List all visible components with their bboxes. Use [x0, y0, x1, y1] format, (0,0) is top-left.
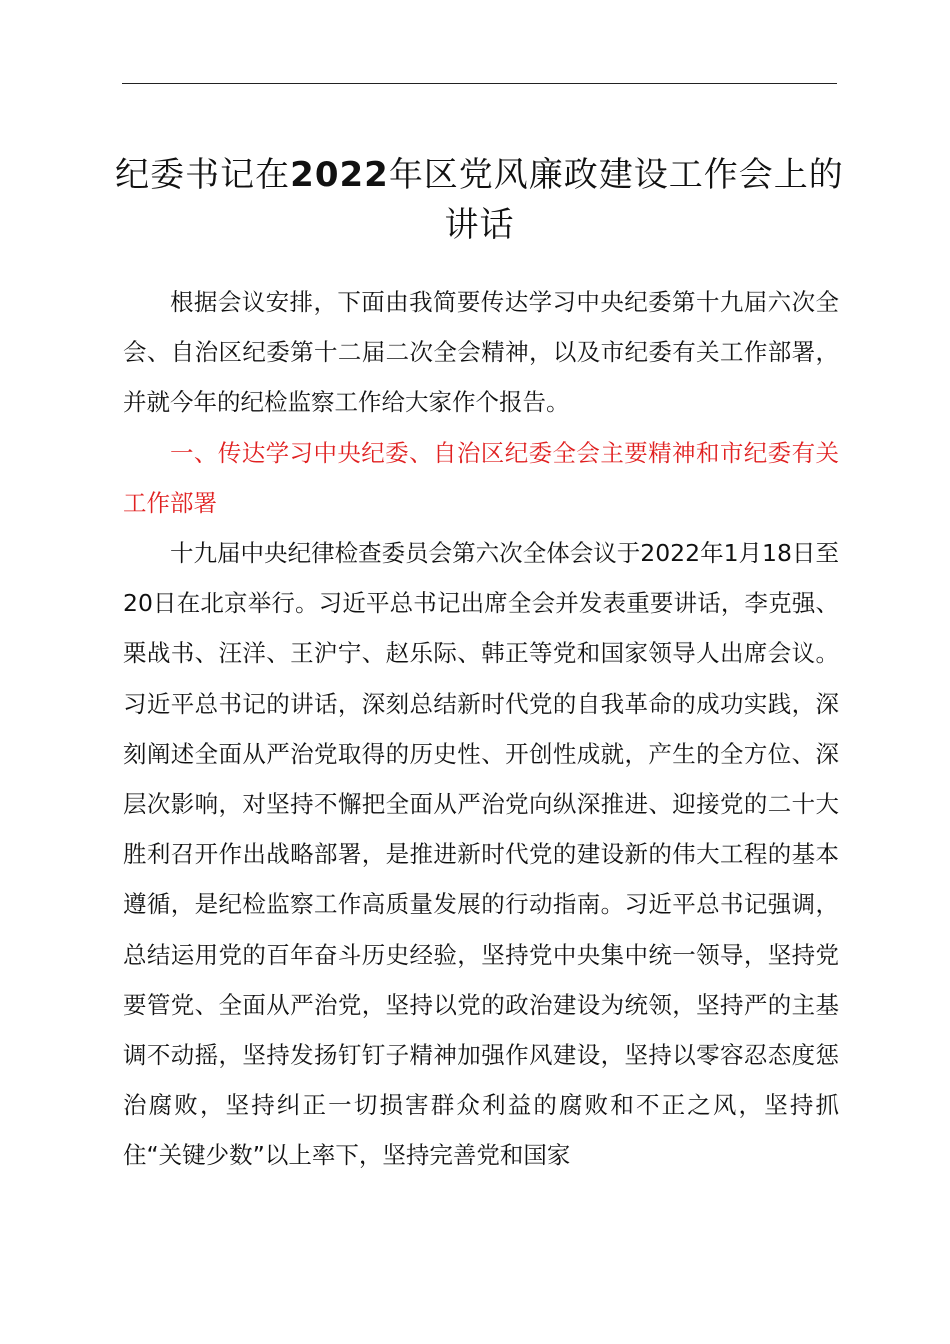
- title-year: 2022: [290, 155, 389, 195]
- header-rule: [122, 83, 837, 84]
- paragraph-intro: 根据会议安排，下面由我简要传达学习中央纪委第十九届六次全会、自治区纪委第十二届二次全会精神，以及市纪委有关工作部署，并就今年的纪检监察工作给大家作个报告。: [123, 288, 839, 417]
- document-body: [123, 277, 839, 1181]
- title-suffix: 年区党风廉政建设工作会上的讲话: [388, 155, 844, 245]
- page-title: [110, 150, 849, 250]
- title-prefix: 纪委书记在: [115, 155, 291, 195]
- section-heading-1: 一、传达学习中央纪委、自治区纪委全会主要精神和市纪委有关工作部署: [123, 438, 839, 517]
- paragraph-body-1: 十九届中央纪律检查委员会第六次全体会议于2022年1月18日至20日在北京举行。习近平总书记出席全会并发表重要讲话，李克强、栗战书、汪洋、王沪宁、赵乐际、韩正等党和国家领导人出席会议。习近平总书记的讲话，深刻总结新时代党的自我革命的成功实践，深刻阐述全面从严治党取得的历史性、开创性成就，产生的全方位、深层次影响，对坚持不懈把全面从严治党向纵深推进、迎接党的二十大胜利召开作出战略部署，是推进新时代党的建设新的伟大工程的基本遵循，是纪检监察工作高质量发展的行动指南。习近平总书记强调，总结运用党的百年奋斗历史经验，坚持党中央集中统一领导，坚持党要管党、全面从严治党，坚持以党的政治建设为统领，坚持严的主基调不动摇，坚持发扬钉钉子精神加强作风建设，坚持以零容忍态度惩治腐败，坚持纠正一切损害群众利益的腐败和不正之风，坚持抓住“关键少数”以上率下，坚持完善党和国家: [123, 539, 839, 1170]
